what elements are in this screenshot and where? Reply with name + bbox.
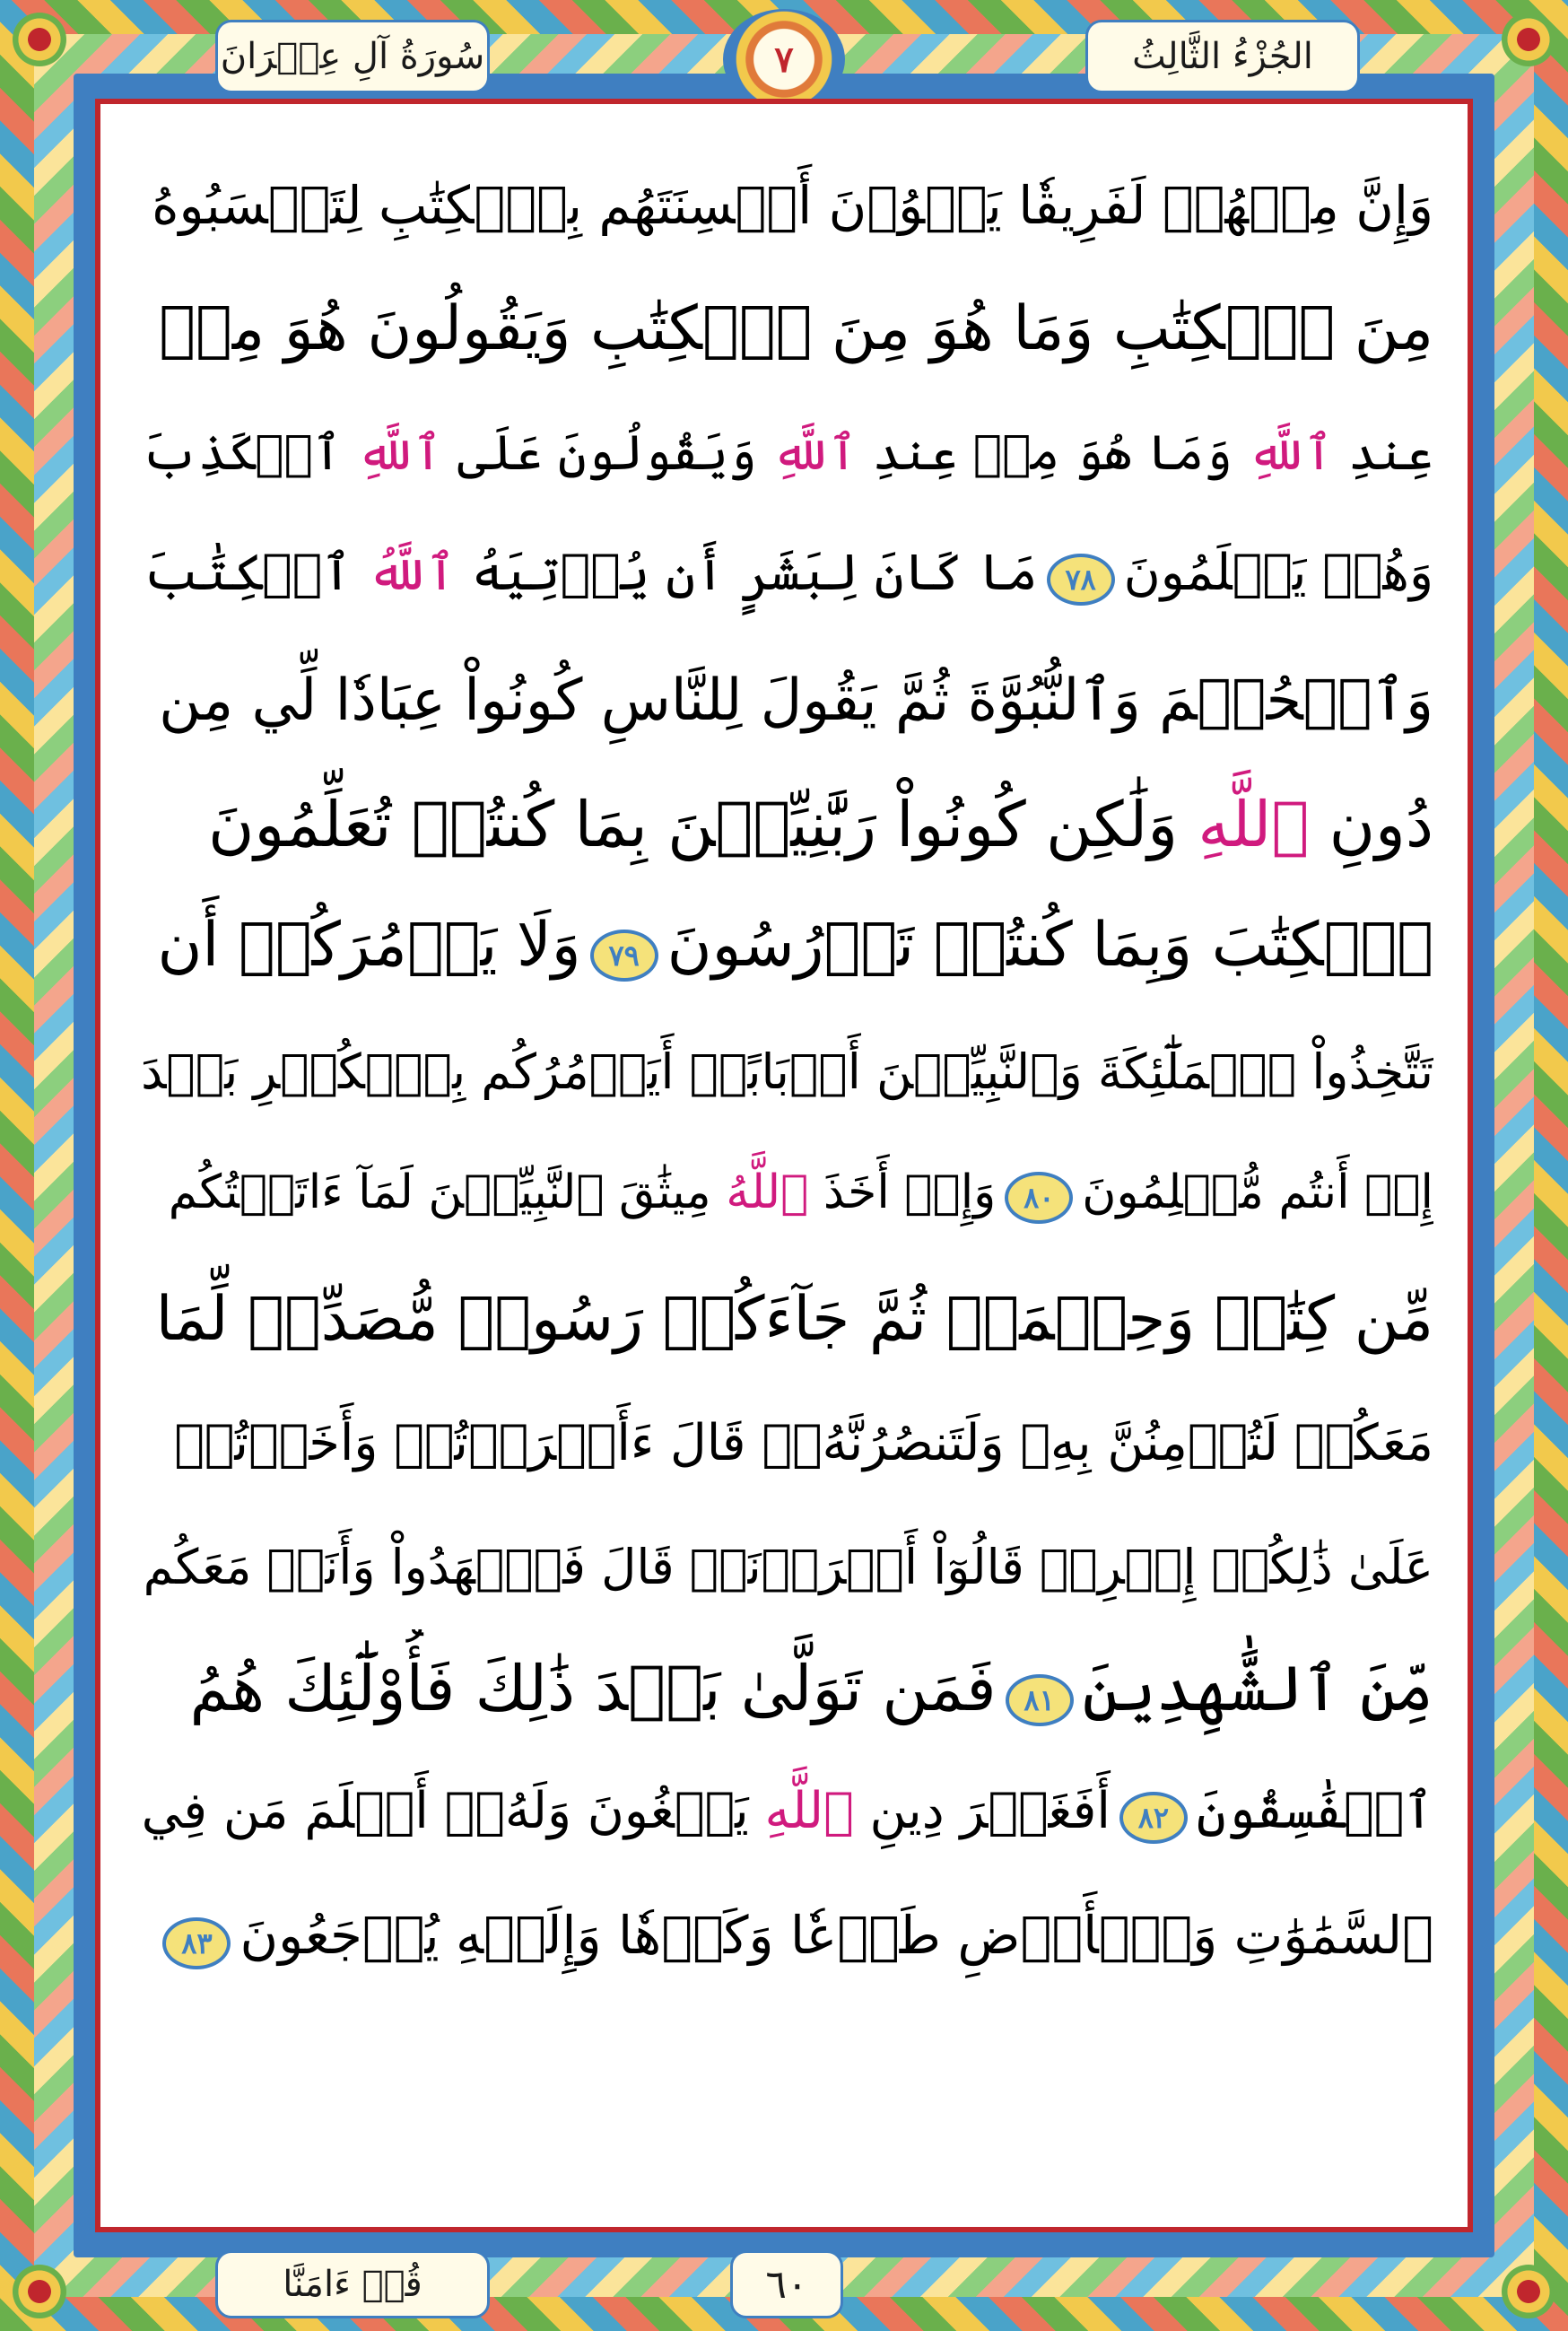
verse-text: وَإِنَّ مِنۡهُمۡ لَفَرِيقٗا يَلۡوُۥنَ أَلۡسِنَتَهُم بِٱلۡكِتَٰبِ لِتَحۡسَبُوهُ xyxy=(152,175,1433,236)
line-content xyxy=(141,1782,1433,1844)
text-line xyxy=(135,1134,1433,1258)
ayah-number-marker: ٨٣ xyxy=(162,1917,231,1969)
divine-name: ٱللَّهِ xyxy=(771,424,858,481)
divine-name: ٱللَّهِ xyxy=(356,424,442,481)
ayah-number-marker: ٧٩ xyxy=(590,930,658,982)
line-content xyxy=(153,1904,1433,1969)
text-line xyxy=(135,639,1433,763)
text-line xyxy=(135,1382,1433,1506)
corner-flower-icon xyxy=(13,13,66,66)
divine-name: ٱللَّهِ xyxy=(1198,788,1310,861)
verse-text: مِنَ ٱلۡكِتَٰبِ وَمَا هُوَ مِنَ ٱلۡكِتَٰبِ وَيَقُولُونَ هُوَ مِنۡ xyxy=(159,293,1433,364)
surah-name: سُورَةُ آلِ عِمۡرَانَ xyxy=(215,20,490,93)
text-line xyxy=(135,391,1433,515)
line-content xyxy=(152,175,1433,236)
verse-text: يَبۡغُونَ وَلَهُۥٓ أَسۡلَمَ مَن فِي xyxy=(141,1782,765,1840)
ayah-number-marker: ٨٢ xyxy=(1119,1792,1188,1844)
verse-text: مَا كَانَ لِبَشَرٍ أَن يُؤۡتِيَهُ xyxy=(456,544,1038,602)
verse-text: ٱلسَّمَٰوَٰتِ وَٱلۡأَرۡضِ طَوۡعٗا وَكَرۡهٗا وَإِلَيۡهِ يُرۡجَعُونَ xyxy=(240,1904,1433,1966)
text-line xyxy=(135,1010,1433,1134)
verse-text: تَتَّخِذُواْ ٱلۡمَلَٰٓئِكَةَ وَٱلنَّبِيِّـۧنَ أَرۡبَابًاۗ أَيَأۡمُرُكُم بِٱلۡكُفۡرِ بَعۡدَ xyxy=(141,1043,1433,1100)
line-content xyxy=(174,1414,1433,1472)
line-content xyxy=(168,1165,1433,1224)
verse-text: عَلَىٰ ذَٰلِكُمۡ إِصۡرِيۖ قَالُوٓاْ أَقۡرَرۡنَاۚ قَالَ فَٱشۡهَدُواْ وَأَنَا۠ مَعَكُم xyxy=(143,1539,1433,1595)
line-content xyxy=(141,1043,1433,1100)
next-page-word: قُلۡ ءَامَنَّا xyxy=(215,2250,490,2318)
verse-text: ٱلۡكِتَٰبَ xyxy=(144,544,368,602)
verse-text: عِندِ xyxy=(1332,424,1433,481)
corner-flower-icon xyxy=(13,2265,66,2318)
line-content xyxy=(159,668,1433,734)
verse-text: وَهُمۡ يَعۡلَمُونَ xyxy=(1123,544,1433,602)
juz-label: الجُزْءُ الثَّالِثُ xyxy=(1085,20,1360,93)
line-content xyxy=(159,293,1433,364)
verse-text: مَعَكُمۡ لَتُؤۡمِنُنَّ بِهِۦ وَلَتَنصُرُنَّهُۥۚ قَالَ ءَأَقۡرَرۡتُمۡ وَأَخَذۡتُمۡ xyxy=(174,1414,1433,1472)
text-line xyxy=(135,144,1433,267)
verse-text: إِذۡ أَنتُم مُّسۡلِمُونَ xyxy=(1082,1165,1433,1219)
hizb-medallion: ٧ xyxy=(723,9,845,109)
verse-text: دُونِ xyxy=(1309,788,1433,861)
verse-text: وَمَا هُوَ مِنۡ عِندِ xyxy=(857,424,1248,481)
line-content xyxy=(189,1651,1433,1726)
text-line xyxy=(135,763,1433,886)
line-content xyxy=(207,788,1433,861)
verse-text: ٱلۡكِتَٰبَ وَبِمَا كُنتُمۡ تَدۡرُسُونَ xyxy=(666,910,1433,981)
verse-text: وَلَٰكِن كُونُواْ رَبَّٰنِيِّـۧنَ بِمَا كُنتُمۡ تُعَلِّمُونَ xyxy=(207,788,1198,861)
line-content xyxy=(144,544,1433,606)
line-content xyxy=(143,1539,1433,1595)
verse-text: فَمَن تَوَلَّىٰ بَعۡدَ ذَٰلِكَ فَأُوْلَٰٓئِكَ هُمُ xyxy=(189,1651,997,1725)
ayah-number-marker: ٧٨ xyxy=(1047,554,1115,606)
page-number: ٦٠ xyxy=(730,2250,843,2318)
text-line xyxy=(135,1506,1433,1629)
verse-text: ٱلۡكَذِبَ xyxy=(141,424,357,481)
line-content xyxy=(155,1284,1433,1355)
line-content xyxy=(141,424,1433,481)
corner-flower-icon xyxy=(1502,2265,1555,2318)
verse-text: مِّن كِتَٰبٖ وَحِكۡمَةٖ ثُمَّ جَآءَكُمۡ رَسُولٞ مُّصَدِّقٞ لِّمَا xyxy=(155,1284,1433,1355)
text-line xyxy=(135,267,1433,391)
quran-text-block xyxy=(135,144,1433,2189)
divine-name: ٱللَّهِ xyxy=(764,1782,854,1840)
verse-text: أَفَغَيۡرَ دِينِ xyxy=(853,1782,1111,1840)
divine-name: ٱللَّهُ xyxy=(367,544,457,602)
ayah-number-marker: ٨٠ xyxy=(1005,1172,1073,1224)
text-line xyxy=(135,1629,1433,1753)
verse-text: وَٱلۡحُكۡمَ وَٱلنُّبُوَّةَ ثُمَّ يَقُولَ لِلنَّاسِ كُونُواْ عِبَادٗا لِّي مِن xyxy=(159,668,1433,734)
text-line xyxy=(135,1877,1433,2001)
verse-text: وَيَقُولُونَ عَلَى xyxy=(441,424,772,481)
divine-name: ٱللَّهِ xyxy=(1247,424,1333,481)
divine-name: ٱللَّهُ xyxy=(726,1165,809,1219)
verse-text: وَلَا يَأۡمُرَكُمۡ أَن xyxy=(157,910,581,981)
line-content xyxy=(157,910,1433,982)
text-line xyxy=(135,886,1433,1010)
text-line xyxy=(135,1753,1433,1877)
ayah-number-marker: ٨١ xyxy=(1006,1674,1074,1726)
verse-text: مِّنَ ٱلشَّٰهِدِينَ xyxy=(1082,1651,1433,1725)
text-line xyxy=(135,1258,1433,1382)
corner-flower-icon xyxy=(1502,13,1555,66)
verse-text: مِيثَٰقَ ٱلنَّبِيِّـۧنَ لَمَآ ءَاتَيۡتُكُم xyxy=(168,1165,727,1219)
text-line xyxy=(135,515,1433,639)
verse-text: وَإِذۡ أَخَذَ xyxy=(808,1165,997,1219)
verse-text: ٱلۡفَٰسِقُونَ xyxy=(1196,1782,1433,1840)
